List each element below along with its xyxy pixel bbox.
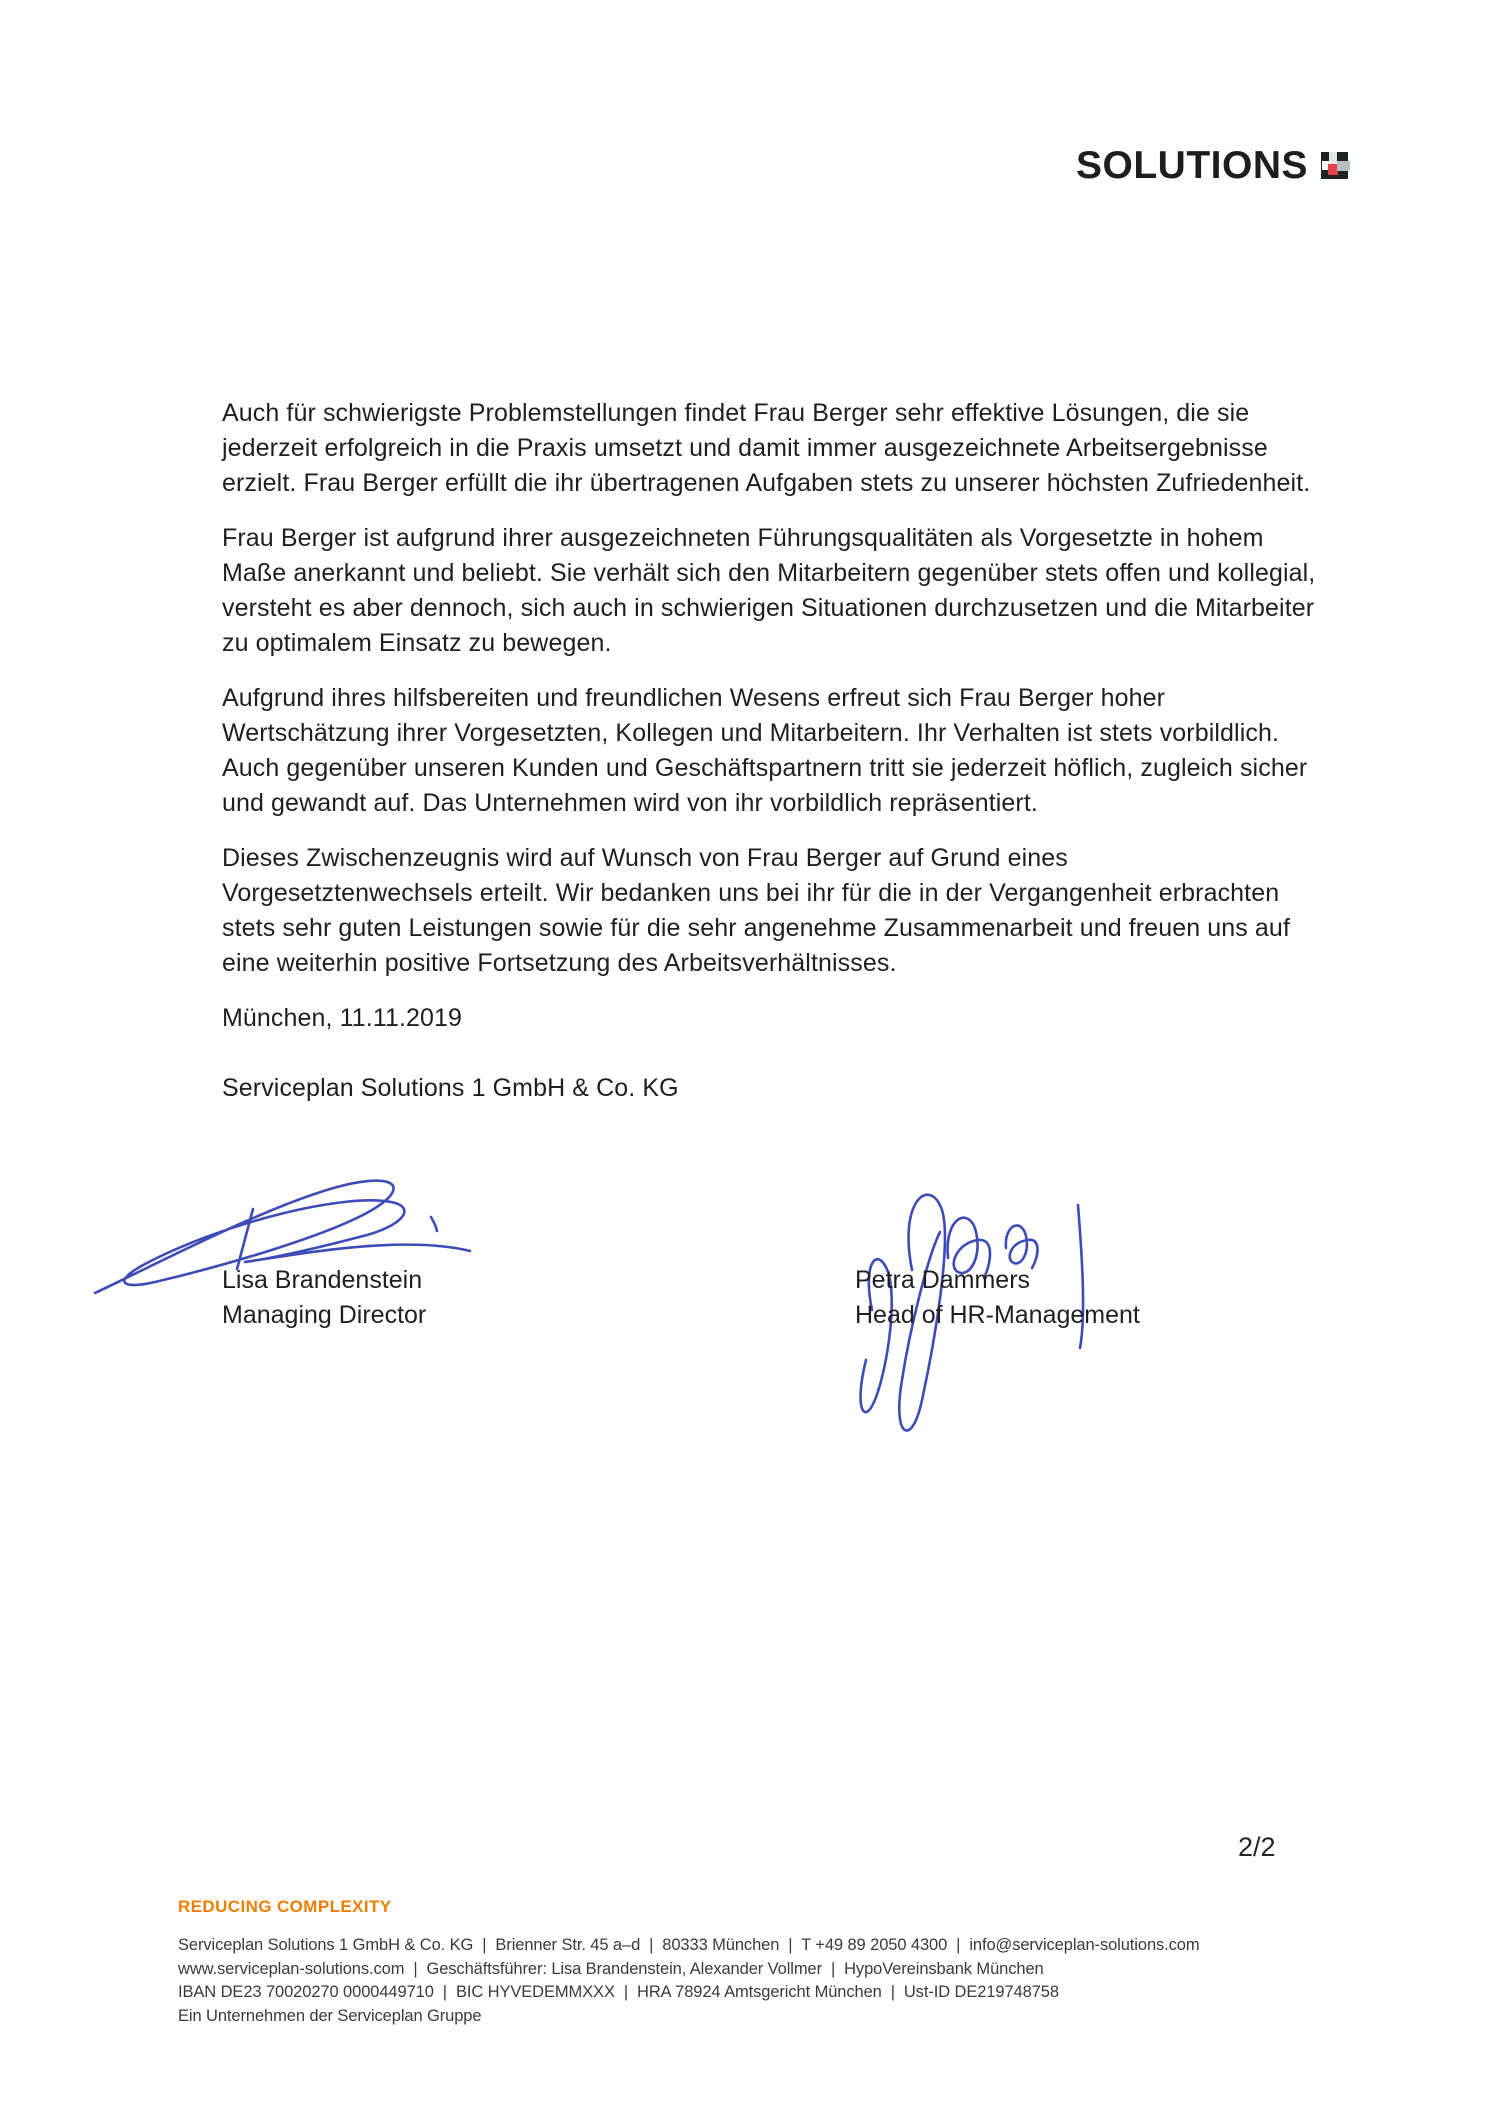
signer-name-left: Lisa Brandenstein bbox=[222, 1266, 423, 1294]
letter-body bbox=[222, 396, 1320, 1106]
company-name-line: Serviceplan Solutions 1 GmbH & Co. KG bbox=[222, 1074, 679, 1102]
date-line: München, 11.11.2019 bbox=[222, 1004, 463, 1032]
signer-title-left: Managing Director bbox=[222, 1301, 427, 1329]
logo-wordmark: SOLUTIONS bbox=[1076, 144, 1309, 187]
paragraph-3: Aufgrund ihres hilfsbereiten und freundlichen Wesens erfreut sich Frau Berger hoher Wertschätzung ihrer Vorgesetzten, Kollegen und Mitarbeitern. Ihr Verhalten ist stets vorbildlich. Auch gegenüber unseren Kunden und Geschäftspartnern tritt sie jederzeit höflich, zugleich sicher und gewandt auf. Das Unternehmen wird von ihr vorbildlich repräsentiert. bbox=[222, 684, 1308, 817]
footer-line-group: Ein Unternehmen der Serviceplan Gruppe bbox=[178, 2006, 482, 2025]
paragraph-1: Auch für schwierigste Problemstellungen findet Frau Berger sehr effektive Lösungen, die sie jederzeit erfolgreich in die Praxis umsetzt und damit immer ausgezeichnete Arbeitsergebnisse erzielt. Frau Berger erfüllt die ihr übertragenen Aufgaben stets zu unserer höchsten Zufriedenheit. bbox=[222, 399, 1311, 497]
footer-line-bank-register: IBAN DE23 70020270 0000449710 | BIC HYVEDEMMXXX | HRA 78924 Amtsgericht München | Ust-ID DE219748758 bbox=[178, 1983, 1059, 2002]
footer-line-address: Serviceplan Solutions 1 GmbH & Co. KG | Brienner Str. 45 a–d | 80333 München | T +49 89 2050 4300 | info@serviceplan-solutions.com bbox=[178, 1936, 1200, 1954]
serviceplan-plus-icon bbox=[1321, 152, 1348, 179]
signer-title-right: Head of HR-Management bbox=[855, 1301, 1140, 1329]
signature-block-right bbox=[855, 1263, 1140, 1333]
letter-footer bbox=[178, 1897, 1428, 2028]
signature-block-left bbox=[222, 1263, 426, 1333]
company-logo bbox=[1076, 146, 1348, 186]
footer-line-web-management: www.serviceplan-solutions.com | Geschäftsführer: Lisa Brandenstein, Alexander Vollmer | HypoVereinsbank München bbox=[178, 1959, 1044, 1978]
footer-tagline: REDUCING COMPLEXITY bbox=[178, 1897, 392, 1916]
paragraph-4: Dieses Zwischenzeugnis wird auf Wunsch von Frau Berger auf Grund eines Vorgesetztenwechsels erteilt. Wir bedanken uns bei ihr für die in der Vergangenheit erbrachten stets sehr guten Leistungen sowie für die sehr angenehme Zusammenarbeit und freuen uns auf eine weiterhin positive Fortsetzung des Arbeitsverhältnisses. bbox=[222, 844, 1290, 977]
logo-icon-bar-right bbox=[1337, 161, 1350, 171]
paragraph-2: Frau Berger ist aufgrund ihrer ausgezeichneten Führungsqualitäten als Vorgesetzte in hohem Maße anerkannt und beliebt. Sie verhält sich den Mitarbeitern gegenüber stets offen und kollegial, versteht es aber dennoch, sich auch in schwierigen Situationen durchzusetzen und die Mitarbeiter zu optimalem Einsatz zu bewegen. bbox=[222, 524, 1316, 657]
page-number: 2/2 bbox=[1238, 1832, 1276, 1862]
signer-name-right: Petra Dammers bbox=[855, 1266, 1031, 1294]
